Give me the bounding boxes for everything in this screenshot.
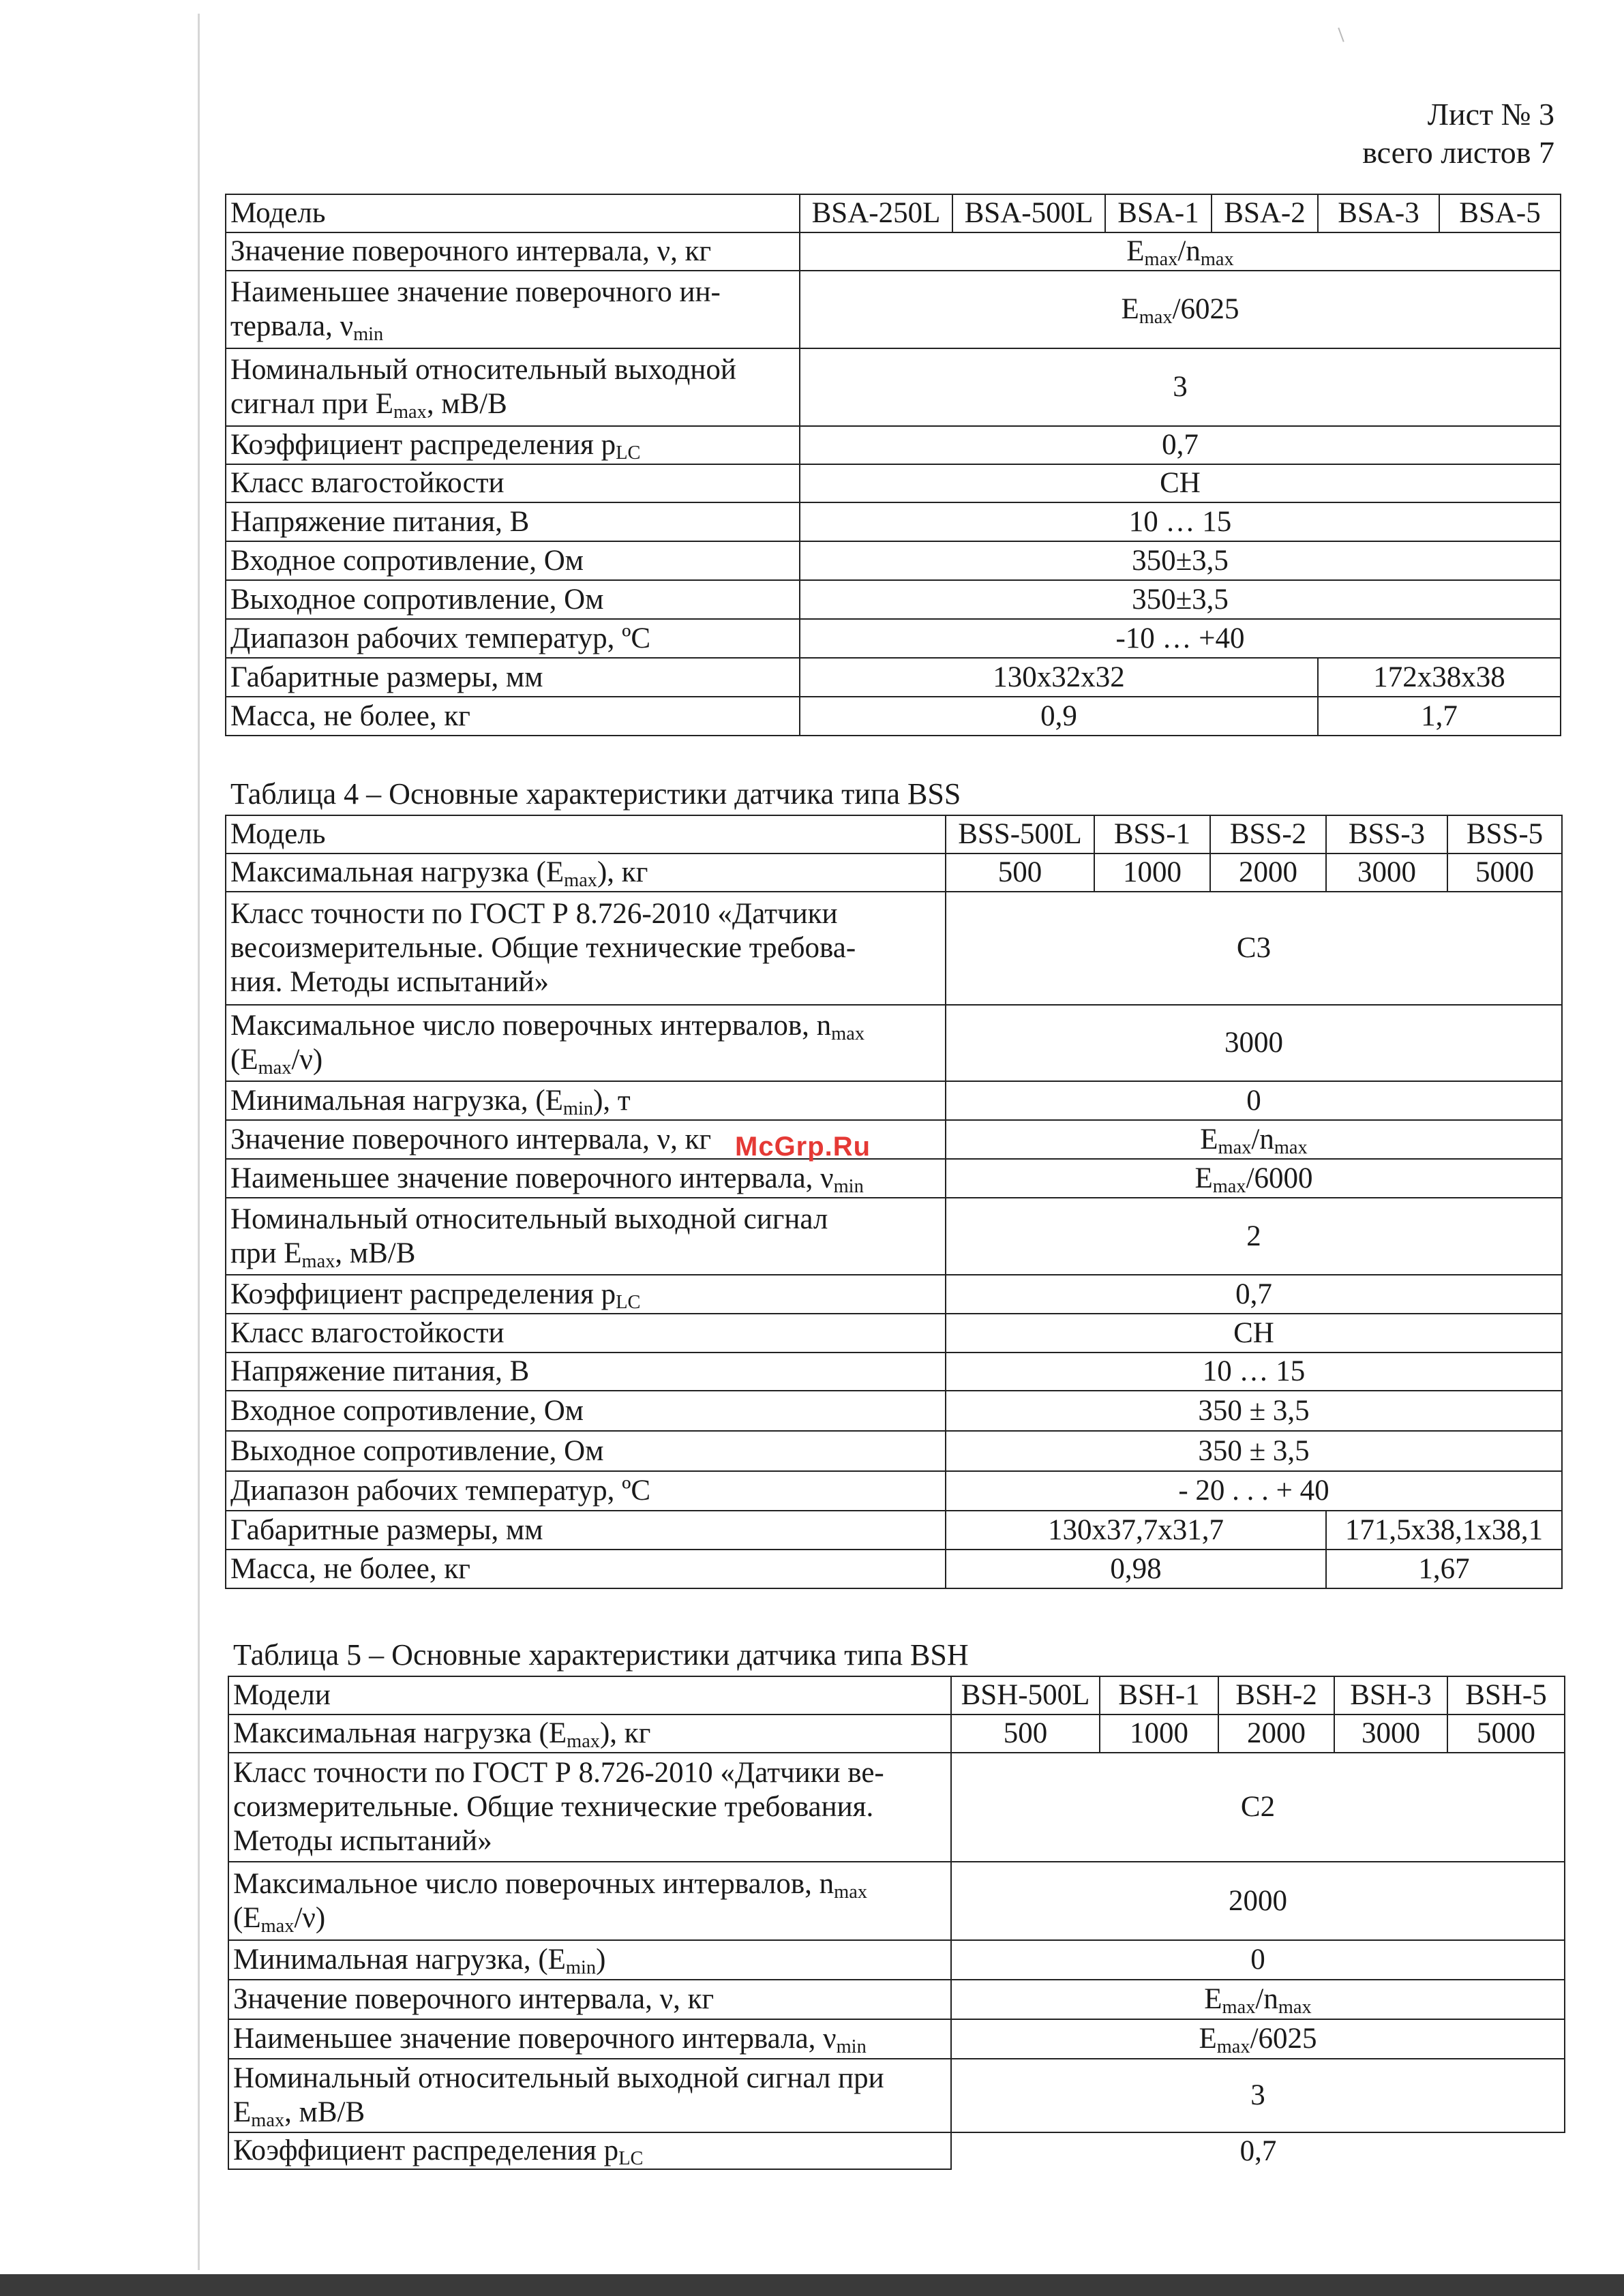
row-label-moisture: Класс влагостойкости — [226, 464, 800, 502]
table-bss — [225, 815, 1563, 1589]
model-bsh-500l: BSH-500L — [951, 1676, 1100, 1715]
value-min-interval: $E_{max}/6025$ — [951, 2019, 1565, 2059]
row-label-mass: Масса, не более, кг — [226, 1550, 946, 1588]
row-label-temperature: Диапазон рабочих температур, ºС — [226, 1471, 946, 1511]
row-label-max-intervals: Максимальное число поверочных интервалов, $n_{max}$ $(E_{max}/\nu)$ — [228, 1862, 951, 1940]
max-load-value: 5000 — [1447, 854, 1562, 892]
max-load-value: 2000 — [1218, 1715, 1334, 1753]
row-label-max-load: Максимальная нагрузка $(E_{max})$, кг — [226, 854, 946, 892]
table-row — [226, 1550, 1562, 1588]
row-label-max-load: Максимальная нагрузка $(E_{max})$, кг — [228, 1715, 951, 1753]
table-row — [226, 502, 1561, 541]
row-label-model: Модель — [226, 194, 800, 232]
table-4-caption: Таблица 4 – Основные характеристики датчика типа BSS — [230, 777, 961, 811]
row-label-nominal-output: Номинальный относительный выходной сигнал при $E_{max}$, мВ/В — [228, 2059, 951, 2132]
scan-bottom-edge — [0, 2274, 1624, 2296]
table-row — [226, 348, 1561, 426]
table-row — [226, 697, 1561, 736]
sheet-header — [1362, 95, 1554, 172]
table-row — [226, 232, 1561, 271]
value-min-load: 0 — [951, 1940, 1565, 1980]
row-label-coefficient: Коэффициент распределения $p_{LC}$ — [226, 1275, 946, 1314]
model-bsh-3: BSH-3 — [1334, 1676, 1447, 1715]
model-bsa-5: BSA-5 — [1439, 194, 1561, 232]
row-label-interval: Значение поверочного интервала, ν, кг — [228, 1980, 951, 2019]
row-label-min-interval: Наименьшее значение поверочного интервала, $\nu_{min}$ — [228, 2019, 951, 2059]
row-label-voltage: Напряжение питания, В — [226, 1353, 946, 1391]
row-label-min-interval: Наименьшее значение поверочного ин- тервала, $\nu_{min}$ — [226, 271, 800, 348]
model-bsa-1: BSA-1 — [1105, 194, 1212, 232]
table-row — [226, 580, 1561, 619]
value-input-resistance: 350 ± 3,5 — [946, 1391, 1562, 1431]
model-bsa-3: BSA-3 — [1318, 194, 1439, 232]
table-row — [226, 1005, 1562, 1081]
value-moisture: CH — [800, 464, 1561, 502]
table-row — [226, 271, 1561, 348]
table-row — [226, 194, 1561, 232]
max-load-value: 3000 — [1326, 854, 1447, 892]
watermark: McGrp.Ru — [735, 1132, 871, 1162]
table-row — [226, 1081, 1562, 1120]
row-label-voltage: Напряжение питания, В — [226, 502, 800, 541]
model-bss-3: BSS-3 — [1326, 815, 1447, 854]
max-load-value: 500 — [946, 854, 1094, 892]
model-bsa-500l: BSA-500L — [952, 194, 1105, 232]
max-load-value: 5000 — [1447, 1715, 1565, 1753]
table-row — [228, 2059, 1565, 2132]
table-row — [226, 1391, 1562, 1431]
value-mass-small: 0,98 — [946, 1550, 1326, 1588]
value-output-resistance: 350 ± 3,5 — [946, 1431, 1562, 1471]
table-row — [228, 1862, 1565, 1940]
value-coefficient: 0,7 — [946, 1275, 1562, 1314]
scan-artifact — [1338, 27, 1344, 42]
row-label-mass: Масса, не более, кг — [226, 697, 800, 736]
value-mass-large: 1,7 — [1318, 697, 1561, 736]
row-label-dimensions: Габаритные размеры, мм — [226, 658, 800, 697]
value-accuracy-class: C3 — [946, 892, 1562, 1005]
value-nominal-output: 2 — [946, 1198, 1562, 1275]
value-dimensions-small: 130х32х32 — [800, 658, 1318, 697]
value-input-resistance: 350±3,5 — [800, 541, 1561, 580]
value-min-interval: $E_{max}/6025$ — [800, 271, 1561, 348]
table-row — [226, 1431, 1562, 1471]
row-label-temperature: Диапазон рабочих температур, ºС — [226, 619, 800, 658]
value-min-interval: $E_{max}/6000$ — [946, 1159, 1562, 1198]
value-voltage: 10 … 15 — [946, 1353, 1562, 1391]
value-nominal-output: 3 — [951, 2059, 1565, 2132]
table-row — [228, 2132, 1565, 2169]
table-row — [226, 1159, 1562, 1198]
table-row — [226, 541, 1561, 580]
value-dimensions-large: 172х38х38 — [1318, 658, 1561, 697]
row-label-min-interval: Наименьшее значение поверочного интервала, $\nu_{min}$ — [226, 1159, 946, 1198]
model-bsh-5: BSH-5 — [1447, 1676, 1565, 1715]
row-label-coefficient: Коэффициент распределения $p_{LC}$ — [226, 426, 800, 464]
value-interval: $E_{max}/n_{max}$ — [946, 1120, 1562, 1159]
value-nominal-output: 3 — [800, 348, 1561, 426]
value-interval: $E_{max}/n_{max}$ — [951, 1980, 1565, 2019]
table-row — [226, 1314, 1562, 1353]
table-row — [228, 1753, 1565, 1862]
value-max-intervals: 3000 — [946, 1005, 1562, 1081]
table-row — [226, 892, 1562, 1005]
row-label-input-resistance: Входное сопротивление, Ом — [226, 541, 800, 580]
table-row — [226, 1471, 1562, 1511]
model-bss-1: BSS-1 — [1094, 815, 1210, 854]
value-output-resistance: 350±3,5 — [800, 580, 1561, 619]
value-voltage: 10 … 15 — [800, 502, 1561, 541]
max-load-value: 3000 — [1334, 1715, 1447, 1753]
value-coefficient: 0,7 — [951, 2132, 1565, 2169]
model-bss-500l: BSS-500L — [946, 815, 1094, 854]
value-dimensions-small: 130х37,7х31,7 — [946, 1511, 1326, 1550]
table-row — [226, 854, 1562, 892]
row-label-input-resistance: Входное сопротивление, Ом — [226, 1391, 946, 1431]
value-temperature: -10 … +40 — [800, 619, 1561, 658]
model-bsh-1: BSH-1 — [1100, 1676, 1218, 1715]
max-load-value: 500 — [951, 1715, 1100, 1753]
table-row — [228, 1715, 1565, 1753]
value-max-intervals: 2000 — [951, 1862, 1565, 1940]
table-row — [226, 1275, 1562, 1314]
row-label-interval: Значение поверочного интервала, ν, кг — [226, 1120, 946, 1159]
row-label-nominal-output: Номинальный относительный выходной сигнал при $E_{max}$, мВ/В — [226, 1198, 946, 1275]
value-mass-small: 0,9 — [800, 697, 1318, 736]
max-load-value: 1000 — [1094, 854, 1210, 892]
row-label-output-resistance: Выходное сопротивление, Ом — [226, 1431, 946, 1471]
value-moisture: CH — [946, 1314, 1562, 1353]
value-min-load: 0 — [946, 1081, 1562, 1120]
row-label-accuracy-class: Класс точности по ГОСТ Р 8.726-2010 «Датчики ве- соизмерительные. Общие технические требования. Методы испытаний» — [228, 1753, 951, 1862]
value-interval: $E_{max}/n_{max}$ — [800, 232, 1561, 271]
row-label-model: Модель — [226, 815, 946, 854]
value-dimensions-large: 171,5х38,1х38,1 — [1326, 1511, 1562, 1550]
table-row — [228, 1980, 1565, 2019]
row-label-interval: Значение поверочного интервала, ν, кг — [226, 232, 800, 271]
row-label-max-intervals: Максимальное число поверочных интервалов, $n_{max}$ $(E_{max}/\nu)$ — [226, 1005, 946, 1081]
row-label-coefficient: Коэффициент распределения $p_{LC}$ — [228, 2132, 951, 2169]
table-bsa — [225, 194, 1561, 736]
table-row — [226, 1198, 1562, 1275]
value-temperature: - 20 . . . + 40 — [946, 1471, 1562, 1511]
table-row — [228, 1676, 1565, 1715]
table-row — [228, 2019, 1565, 2059]
table-row — [226, 1120, 1562, 1159]
row-label-min-load: Минимальная нагрузка, $(E_{min})$, т — [226, 1081, 946, 1120]
table-row — [226, 619, 1561, 658]
max-load-value: 1000 — [1100, 1715, 1218, 1753]
value-coefficient: 0,7 — [800, 426, 1561, 464]
model-bsh-2: BSH-2 — [1218, 1676, 1334, 1715]
table-bsh — [228, 1676, 1565, 2170]
model-bsa-2: BSA-2 — [1212, 194, 1318, 232]
table-row — [226, 426, 1561, 464]
model-bsa-250l: BSA-250L — [800, 194, 952, 232]
sheet-number: Лист № 3 — [1427, 97, 1554, 132]
table-row — [228, 1940, 1565, 1980]
row-label-output-resistance: Выходное сопротивление, Ом — [226, 580, 800, 619]
value-accuracy-class: C2 — [951, 1753, 1565, 1862]
model-bss-2: BSS-2 — [1210, 815, 1326, 854]
table-5-caption: Таблица 5 – Основные характеристики датчика типа BSH — [233, 1638, 969, 1672]
row-label-model: Модели — [228, 1676, 951, 1715]
row-label-moisture: Класс влагостойкости — [226, 1314, 946, 1353]
binding-edge — [198, 14, 200, 2270]
row-label-nominal-output: Номинальный относительный выходной сигнал при $E_{max}$, мВ/В — [226, 348, 800, 426]
table-row — [226, 464, 1561, 502]
sheet-total: всего листов 7 — [1362, 135, 1554, 170]
table-row — [226, 1353, 1562, 1391]
table-row — [226, 1511, 1562, 1550]
max-load-value: 2000 — [1210, 854, 1326, 892]
row-label-accuracy-class: Класс точности по ГОСТ Р 8.726-2010 «Датчики весоизмерительные. Общие технические требова- ния. Методы испытаний» — [226, 892, 946, 1005]
model-bss-5: BSS-5 — [1447, 815, 1562, 854]
table-row — [226, 658, 1561, 697]
row-label-dimensions: Габаритные размеры, мм — [226, 1511, 946, 1550]
row-label-min-load: Минимальная нагрузка, $(E_{min})$ — [228, 1940, 951, 1980]
table-row — [226, 815, 1562, 854]
value-mass-large: 1,67 — [1326, 1550, 1562, 1588]
